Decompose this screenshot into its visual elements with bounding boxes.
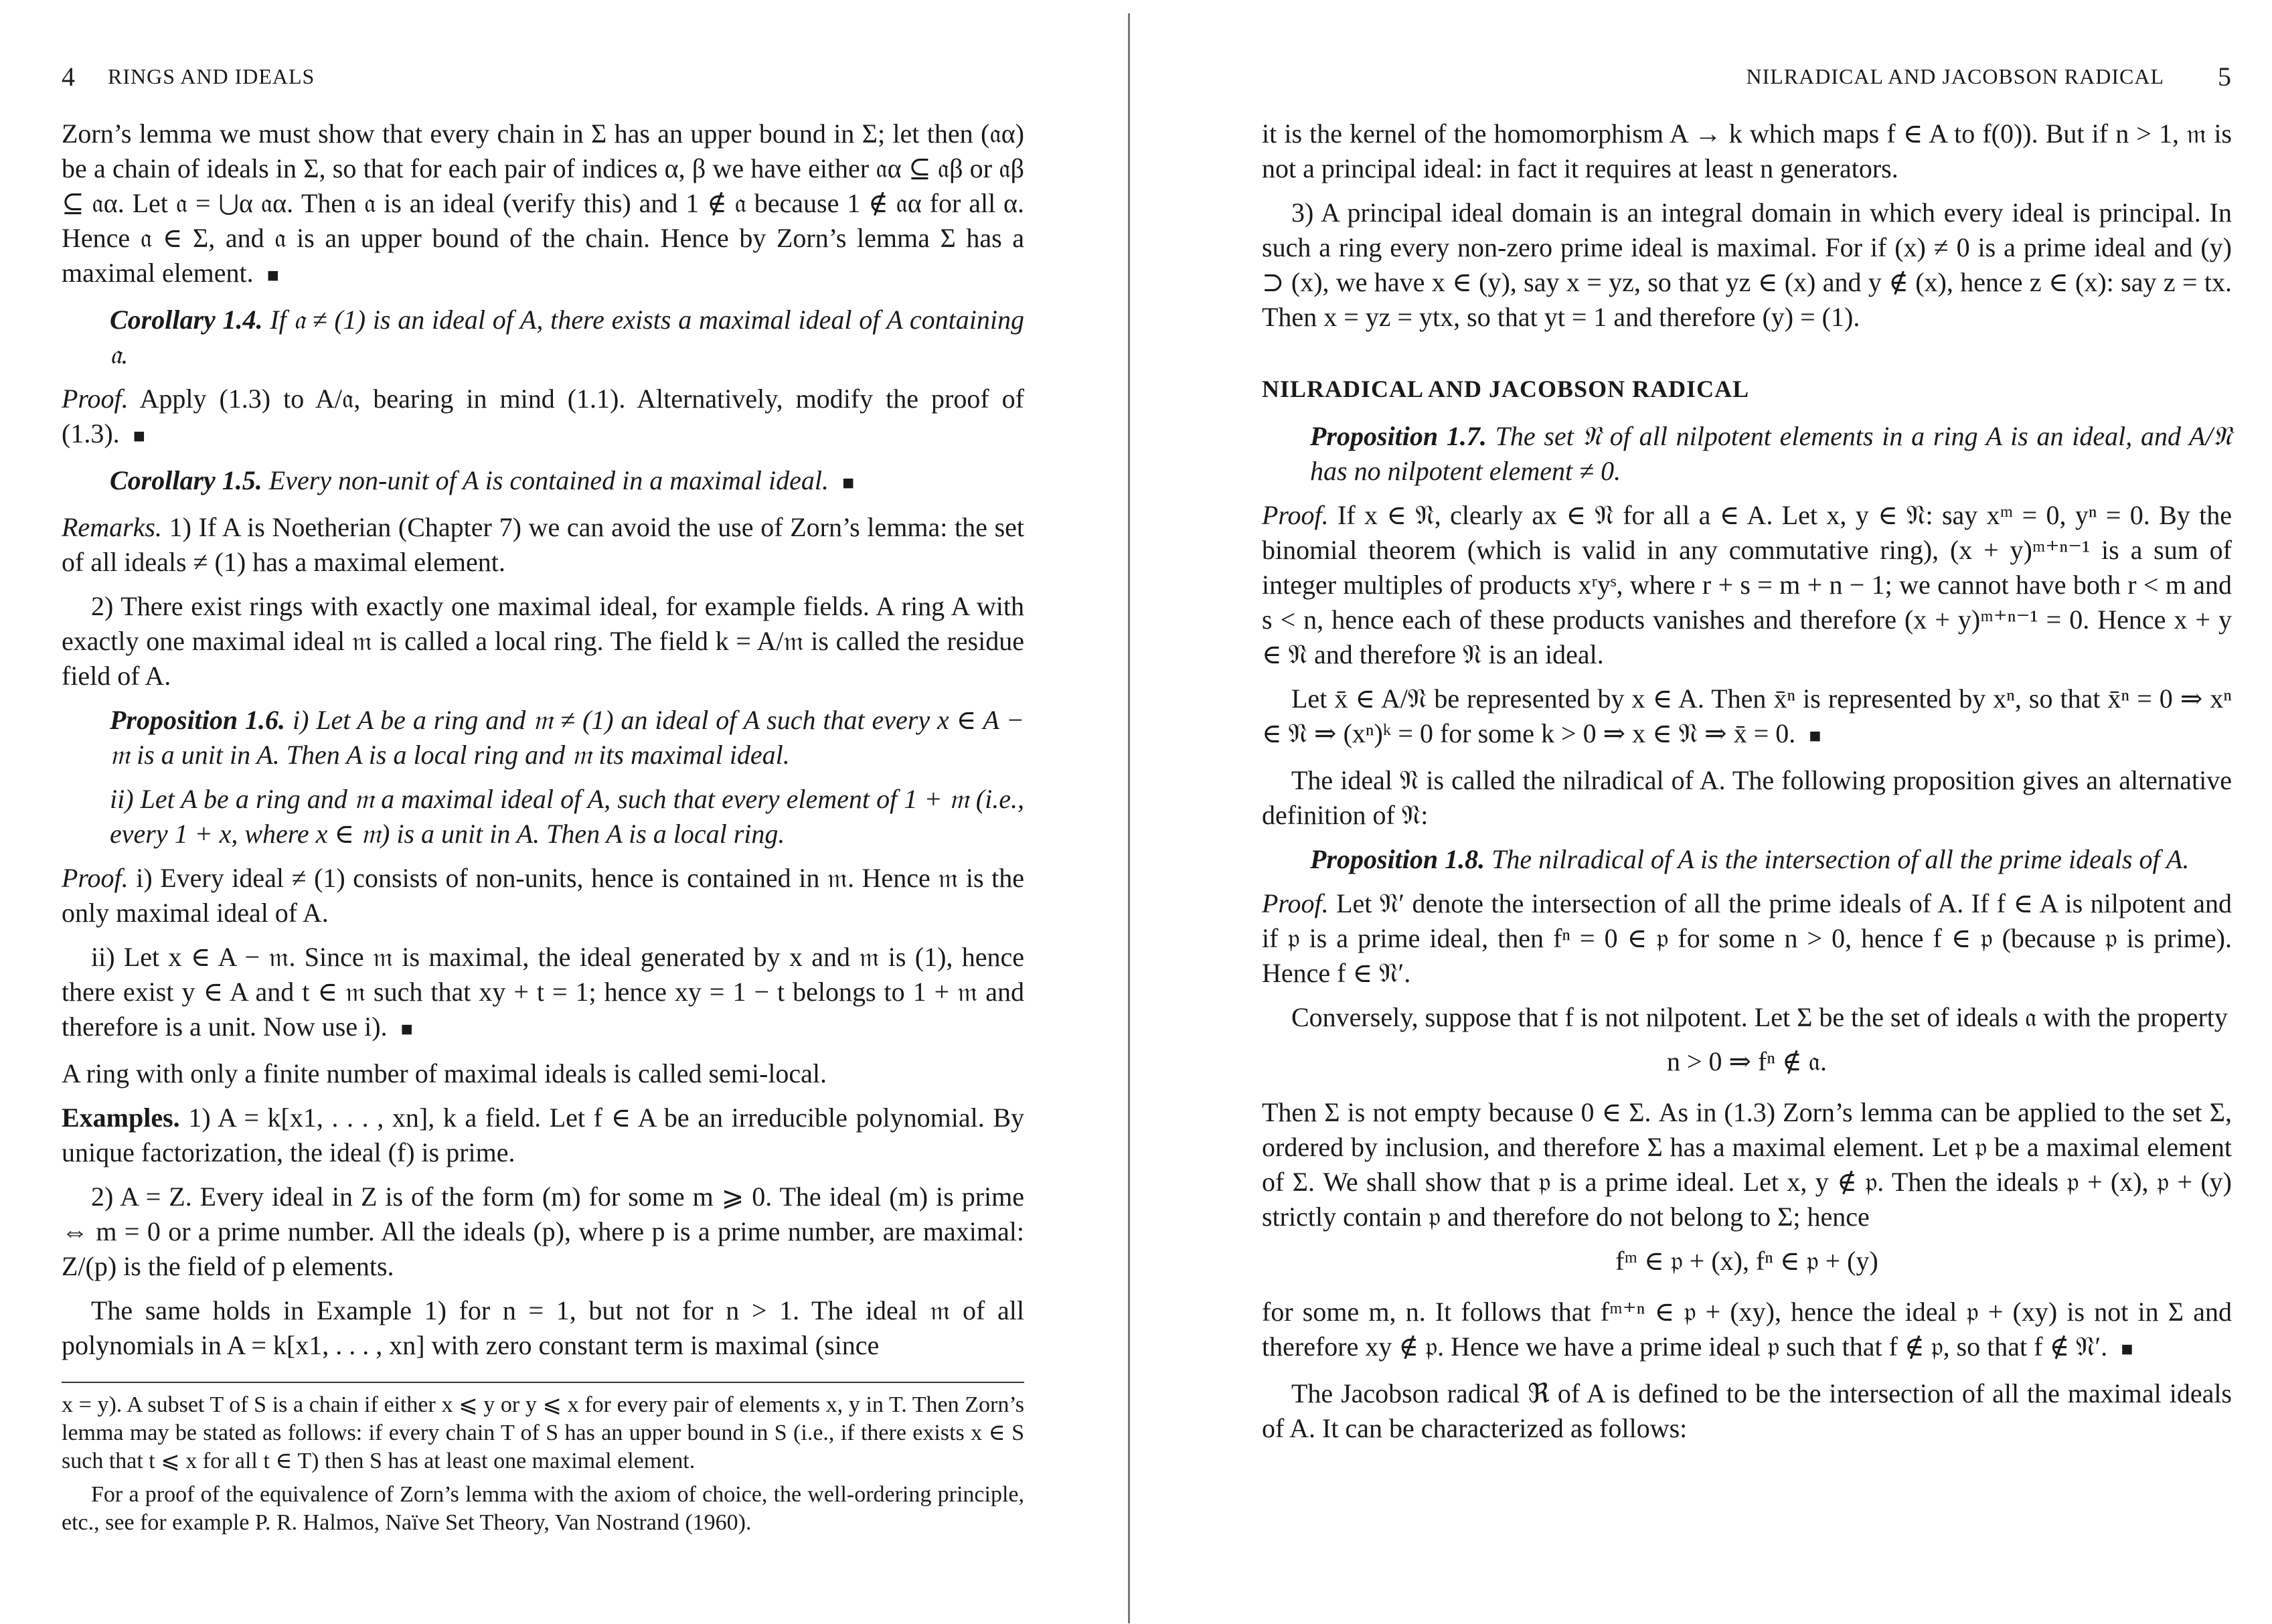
- right-page: [1138, 0, 2272, 1624]
- example-3: 3) A principal ideal domain is an integral domain in which every ideal is principal. In such a ring every non-zero prime ideal is maximal. For if (x) ≠ 0 is a prime ideal and (y) ⊃ (x), we have x ∈ (y), say x = yz, so that yz ∈ (x) and y ∉ (x), hence z ∈ (x): say z = tx. Then x = yz = ytx, so that yt = 1 and therefore (y) = (1).: [1262, 197, 2232, 332]
- corollary-1-5-text: Every non-unit of A is contained in a maximal ideal.: [268, 465, 829, 495]
- corollary-1-4-label: Corollary 1.4.: [110, 305, 263, 335]
- nilradical-definition: The ideal 𝔑 is called the nilradical of A. The following proposition gives an alternative definition of 𝔑:: [1262, 765, 2232, 830]
- proposition-1-8-label: Proposition 1.8.: [1310, 844, 1485, 874]
- qed-mark: ■: [2121, 1338, 2133, 1360]
- proposition-1-6-label: Proposition 1.6.: [110, 705, 286, 735]
- proof-1-7-a: [1262, 498, 2232, 672]
- example-2-continued: The same holds in Example 1) for n = 1, but not for n > 1. The ideal 𝔪 of all polynomials in A = k[x1, . . . , xn] with zero constant term is maximal (since: [62, 1295, 1024, 1360]
- running-head-left: [62, 56, 1024, 96]
- footnote-rule: [62, 1382, 1024, 1383]
- example-2-end: it is the kernel of the homomorphism A → k which maps f ∈ A to f(0)). But if n > 1, 𝔪 is not a principal ideal: in fact it requires at least n generators.: [1262, 118, 2232, 183]
- proof-label: Proof.: [62, 863, 129, 893]
- proof-1-8-a: [1262, 886, 2232, 991]
- zorn-proof-text: Zorn’s lemma we must show that every chain in Σ has an upper bound in Σ; let then (𝔞α) be a chain of ideals in Σ, so that for each pair of indices α, β we have either 𝔞α ⊆ 𝔞β or 𝔞β ⊆ 𝔞α. Let 𝔞 = ⋃α 𝔞α. Then 𝔞 is an ideal (verify this) and 1 ∉ 𝔞 because 1 ∉ 𝔞α for all α. Hence 𝔞 ∈ Σ, and 𝔞 is an upper bound of the chain. Hence by Zorn’s lemma Σ has a maximal element.: [62, 118, 1024, 288]
- proof-1-7-b-text: Let x̄ ∈ A/𝔑 be represented by x ∈ A. Then x̄ⁿ is represented by xⁿ, so that x̄ⁿ = 0 ⇒ xⁿ ∈ 𝔑 ⇒ (xⁿ)ᵏ = 0 for some k > 0 ⇒ x ∈ 𝔑 ⇒ x̄ = 0.: [1262, 683, 2232, 748]
- proposition-1-6-i: [110, 703, 1024, 773]
- proof-1-4: [62, 382, 1024, 454]
- qed-mark: ■: [400, 1018, 413, 1040]
- display-equation-2: fᵐ ∈ 𝔭 + (x), fⁿ ∈ 𝔭 + (y): [1615, 1246, 1878, 1276]
- proposition-1-8-text: The nilradical of A is the intersection of all the prime ideals of A.: [1491, 844, 2190, 874]
- semi-local-definition: A ring with only a finite number of maximal ideals is called semi-local.: [62, 1058, 827, 1088]
- remark-2: 2) There exist rings with exactly one maximal ideal, for example fields. A ring A with exactly one maximal ideal 𝔪 is called a local ring. The field k = A/𝔪 is called the residue field of A.: [62, 591, 1024, 691]
- proposition-1-6-i-text: i) Let A be a ring and 𝔪 ≠ (1) an ideal of A such that every x ∈ A − 𝔪 is a unit in A. Then A is a local ring and 𝔪 its maximal ideal.: [110, 705, 1025, 770]
- footnote-paragraph-2: For a proof of the equivalence of Zorn’s lemma with the axiom of choice, the well-ordering principle, etc., see for example P. R. Halmos, Naïve Set Theory, Van Nostrand (1960).: [62, 1482, 1024, 1535]
- proposition-1-7-label: Proposition 1.7.: [1310, 421, 1487, 451]
- proof-1-8-b: Conversely, suppose that f is not nilpotent. Let Σ be the set of ideals 𝔞 with the property: [1291, 1002, 2228, 1032]
- footnote: [62, 1391, 1024, 1537]
- qed-mark: ■: [1809, 725, 1821, 747]
- qed-mark: ■: [133, 425, 145, 447]
- example-1: [62, 1101, 1024, 1170]
- left-page: [0, 0, 1131, 1624]
- examples-label: Examples.: [62, 1103, 180, 1133]
- section-heading: NILRADICAL AND JACOBSON RADICAL: [1262, 376, 1750, 402]
- proof-1-6-i: [62, 861, 1024, 930]
- proof-1-7-b: [1262, 681, 2232, 754]
- proof-1-6-ii: [62, 940, 1024, 1047]
- qed-mark: ■: [266, 264, 279, 287]
- proof-1-6-i-text: i) Every ideal ≠ (1) consists of non-units, hence is contained in 𝔪. Hence 𝔪 is the only maximal ideal of A.: [62, 863, 1025, 928]
- remark-1: [62, 510, 1024, 580]
- proof-label: Proof.: [62, 384, 129, 414]
- proof-1-8-c: Then Σ is not empty because 0 ∈ Σ. As in (1.3) Zorn’s lemma can be applied to the set Σ, ordered by inclusion, and therefore Σ has a maximal element. Let 𝔭 be a maximal element of Σ. We shall show that 𝔭 is a prime ideal. Let x, y ∉ 𝔭. Then the ideals 𝔭 + (x), 𝔭 + (y) strictly contain 𝔭 and therefore do not belong to Σ; hence: [1262, 1097, 2232, 1232]
- qed-mark: ■: [841, 472, 855, 494]
- proposition-1-7: [1310, 419, 2232, 489]
- proof-1-6-ii-text: ii) Let x ∈ A − 𝔪. Since 𝔪 is maximal, the ideal generated by x and 𝔪 is (1), hence there exist y ∈ A and t ∈ 𝔪 such that xy + t = 1; hence xy = 1 − t belongs to 1 + 𝔪 and therefore is a unit. Now use i).: [62, 942, 1024, 1042]
- proof-label: Proof.: [1262, 500, 1329, 530]
- zorn-proof-paragraph: [62, 116, 1024, 293]
- running-title-left: RINGS AND IDEALS: [108, 64, 315, 88]
- proof-1-8-a-text: Let 𝔑′ denote the intersection of all the prime ideals of A. If f ∈ A is nilpotent and if 𝔭 is a prime ideal, then fⁿ = 0 ∈ 𝔭 for some n > 0, hence f ∈ 𝔭 (because 𝔭 is prime). Hence f ∈ 𝔑′.: [1262, 888, 2232, 988]
- jacobson-radical-definition: The Jacobson radical ℜ of A is defined to be the intersection of all the maximal ideals of A. It can be characterized as follows:: [1262, 1378, 2232, 1443]
- proof-1-8-d-text: for some m, n. It follows that fᵐ⁺ⁿ ∈ 𝔭 + (xy), hence the ideal 𝔭 + (xy) is not in Σ and therefore xy ∉ 𝔭. Hence we have a prime ideal 𝔭 such that f ∉ 𝔭, so that f ∉ 𝔑′.: [1262, 1297, 2232, 1362]
- example-1-text: 1) A = k[x1, . . . , xn], k a field. Let f ∈ A be an irreducible polynomial. By unique factorization, the ideal (f) is prime.: [62, 1103, 1025, 1167]
- corollary-1-5: [110, 463, 1024, 501]
- page-number-right: 5: [2218, 61, 2232, 92]
- proposition-1-7-text: The set 𝔑 of all nilpotent elements in a ring A is an ideal, and A/𝔑 has no nilpotent element ≠ 0.: [1310, 421, 2233, 486]
- display-equation-1: n > 0 ⇒ fⁿ ∉ 𝔞.: [1666, 1046, 1827, 1076]
- corollary-1-4: [110, 303, 1024, 372]
- proposition-1-6-ii: ii) Let A be a ring and 𝔪 a maximal ideal of A, such that every element of 1 + 𝔪 (i.e., every 1 + x, where x ∈ 𝔪) is a unit in A. Then A is a local ring.: [110, 784, 1024, 849]
- proof-1-7-a-text: If x ∈ 𝔑, clearly ax ∈ 𝔑 for all a ∈ A. Let x, y ∈ 𝔑: say xᵐ = 0, yⁿ = 0. By the binomial theorem (which is valid in any commutative ring), (x + y)ᵐ⁺ⁿ⁻¹ is a sum of integer multiples of products xʳyˢ, where r + s = m + n − 1; we cannot have both r < m and s < n, hence each of these products vanishes and therefore (x + y)ᵐ⁺ⁿ⁻¹ = 0. Hence x + y ∈ 𝔑 and therefore 𝔑 is an ideal.: [1262, 500, 2233, 669]
- proof-1-8-d: [1262, 1295, 2232, 1367]
- page-number-left: 4: [62, 61, 76, 92]
- remarks-label: Remarks.: [62, 512, 162, 542]
- running-head-right: [1262, 56, 2232, 96]
- book-spine: [1128, 13, 1130, 1623]
- proposition-1-8: [1310, 842, 2232, 877]
- proof-label: Proof.: [1262, 888, 1329, 918]
- footnote-paragraph-1: x = y). A subset T of S is a chain if either x ⩽ y or y ⩽ x for every pair of elements x, y in T. Then Zorn’s lemma may be stated as follows: if every chain T of S has an upper bound in S (i.e., if there exists x ∈ S such that t ⩽ x for all t ∈ T) then S has at least one maximal element.: [62, 1392, 1024, 1473]
- example-2: 2) A = Z. Every ideal in Z is of the form (m) for some m ⩾ 0. The ideal (m) is prime ⇔ m = 0 or a prime number. All the ideals (p), where p is a prime number, are maximal: Z/(p) is the field of p elements.: [62, 1182, 1024, 1281]
- running-title-right: NILRADICAL AND JACOBSON RADICAL: [1746, 64, 2164, 88]
- remark-1-text: 1) If A is Noetherian (Chapter 7) we can avoid the use of Zorn’s lemma: the set of all ideals ≠ (1) has a maximal element.: [62, 512, 1025, 577]
- corollary-1-5-label: Corollary 1.5.: [110, 465, 262, 495]
- proof-1-4-text: Apply (1.3) to A/𝔞, bearing in mind (1.1). Alternatively, modify the proof of (1.3).: [62, 384, 1024, 449]
- corollary-1-4-text: If 𝔞 ≠ (1) is an ideal of A, there exists a maximal ideal of A containing 𝔞.: [110, 305, 1024, 370]
